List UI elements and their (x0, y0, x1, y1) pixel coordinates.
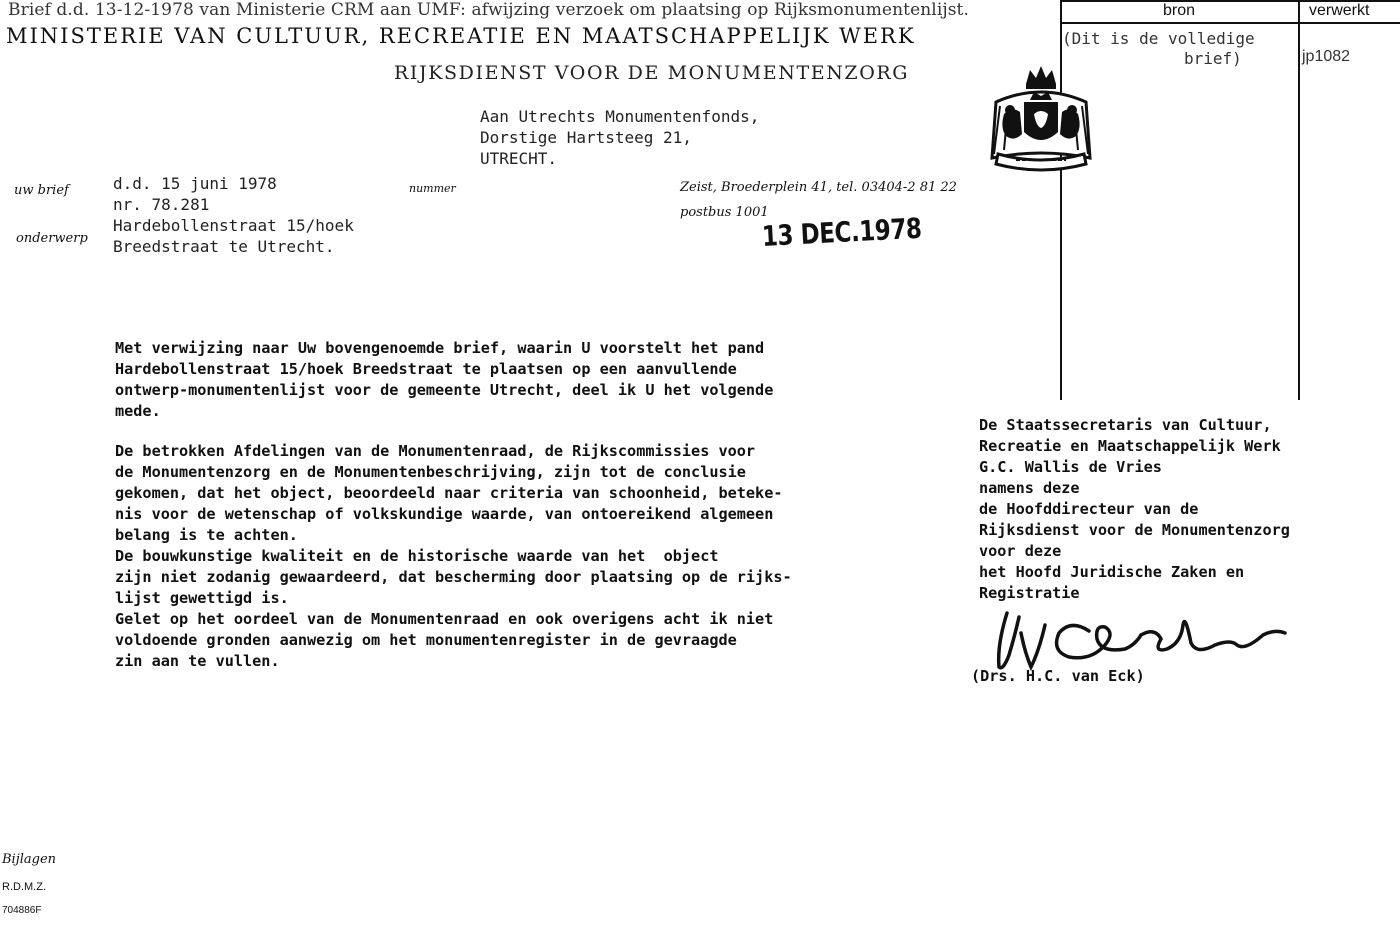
recipient-line3: UTRECHT. (480, 149, 558, 168)
body-line: nis voor de wetenschap of volkskundige waarde, van ontoereikend algemeen (115, 505, 774, 523)
column-header-bron: bron (1163, 2, 1196, 19)
body-line: De bouwkunstige kwaliteit en de historische waarde van het object (115, 547, 719, 565)
label-uw-brief: uw brief (14, 183, 69, 198)
signatory-line: Rijksdienst voor de Monumentenzorg (979, 521, 1290, 539)
archive-reference: jp1082 (1302, 48, 1351, 65)
body-line: lijst gewettigd is. (115, 589, 289, 607)
body-line: Hardebollenstraat 15/hoek Breedstraat te plaatsen op een aanvullende (115, 360, 737, 378)
body-line: de Monumentenzorg en de Monumentenbeschrijving, zijn tot de conclusie (115, 463, 746, 481)
body-line: voldoende gronden aanwezig om het monumentenregister in de gevraagde (115, 631, 737, 649)
signatory-line: voor deze (979, 542, 1062, 560)
body-line: gekomen, dat het object, beoordeeld naar criteria van schoonheid, beteke- (115, 484, 783, 502)
date-stamp: 13 DEC.1978 (761, 211, 923, 253)
footer-code-rdmz: R.D.M.Z. (2, 881, 46, 893)
sender-address-line2: postbus 1001 (680, 205, 769, 220)
archive-note-line1: (Dit is de volledige (1062, 29, 1255, 48)
signatory-line: Registratie (979, 584, 1080, 602)
signatory-line: G.C. Wallis de Vries (979, 458, 1162, 476)
body-line: belang is te achten. (115, 526, 298, 544)
body-line: mede. (115, 402, 161, 420)
body-line: zijn niet zodanig gewaardeerd, dat bescherming door plaatsing op de rijks- (115, 568, 792, 586)
subject-line2: Breedstraat te Utrecht. (113, 237, 335, 256)
body-line: De betrokken Afdelingen van de Monumentenraad, de Rijkscommissies voor (115, 442, 756, 460)
signatory-line: de Hoofddirecteur van de (979, 500, 1199, 518)
body-paragraph-1 (115, 338, 773, 422)
label-onderwerp: onderwerp (16, 231, 88, 246)
body-line: zin aan te vullen. (115, 652, 280, 670)
signatory-name: (Drs. H.C. van Eck) (971, 667, 1145, 685)
signatory-line: namens deze (979, 479, 1080, 497)
footer-form-code: 704886F (2, 905, 42, 916)
sender-address-line1: Zeist, Broederplein 41, tel. 03404-2 81 22 (680, 180, 957, 195)
service-title: RIJKSDIENST VOOR DE MONUMENTENZORG (394, 62, 910, 84)
body-line: Met verwijzing naar Uw bovengenoemde brief, waarin U voorstelt het pand (115, 339, 765, 357)
body-line: ontwerp-monumentenlijst voor de gemeente Utrecht, deel ik U het volgende (115, 381, 774, 399)
signatory-line: Recreatie en Maatschappelijk Werk (979, 437, 1281, 455)
body-line: Gelet op het oordeel van de Monumentenraad en ook overigens acht ik niet (115, 610, 774, 628)
ministry-title: MINISTERIE VAN CULTUUR, RECREATIE EN MAATSCHAPPELIJK WERK (6, 24, 916, 48)
archive-note-line2: brief) (1184, 49, 1242, 68)
footer-bijlagen: Bijlagen (2, 852, 57, 867)
recipient-line2: Dorstige Hartsteeg 21, (480, 128, 692, 147)
recipient-line1: Aan Utrechts Monumentenfonds, (480, 107, 760, 126)
document-caption: Brief d.d. 13-12-1978 van Ministerie CRM aan UMF: afwijzing verzoek om plaatsing op Rijksmonumentenlijst. (8, 0, 969, 20)
uw-brief-number: nr. 78.281 (113, 195, 210, 214)
label-nummer: nummer (409, 182, 456, 195)
coat-of-arms-icon (986, 62, 1096, 174)
uw-brief-date: d.d. 15 juni 1978 (113, 174, 277, 193)
subject-line1: Hardebollenstraat 15/hoek (113, 216, 354, 235)
signatory-line: het Hoofd Juridische Zaken en (979, 563, 1245, 581)
column-header-verwerkt: verwerkt (1309, 2, 1370, 19)
body-paragraph-2 (115, 441, 792, 672)
signatory-block (979, 415, 1290, 604)
signatory-line: De Staatssecretaris van Cultuur, (979, 416, 1272, 434)
